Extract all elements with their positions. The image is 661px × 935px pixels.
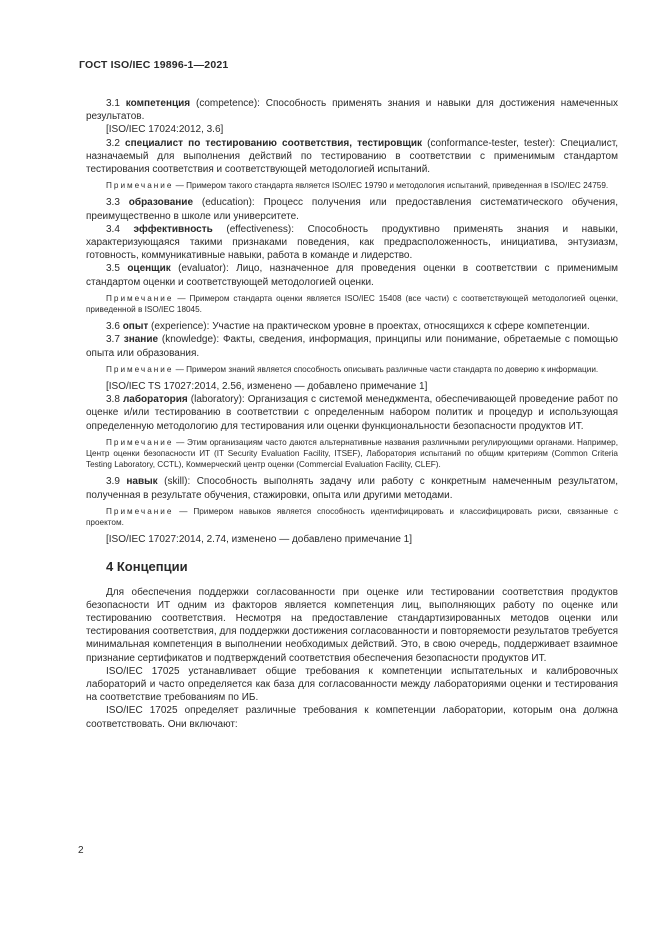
term-entry: 3.8 лаборатория (laboratory): Организация с системой менеджмента, обеспечивающей проведение работ по оценке и/или тестированию в соответствии с определенным набором политик и процедур и использующая определенную методологию для тестирования или оценки функциональности безопасности продуктов ИТ.: [86, 394, 618, 432]
term-note: Примечание — Примером такого стандарта является ISO/IEC 19790 и методология испытаний, приведенная в ISO/IEC 24759.: [106, 181, 609, 191]
term-entry: 3.6 опыт (experience): Участие на практическом уровне в проектах, относящихся к сфере компетенции.: [106, 321, 590, 333]
term-entry: 3.7 знание (knowledge): Факты, сведения, информация, принципы или понимание, обретаемые с помощью опыта или образования.: [86, 334, 618, 359]
term-note: Примечание — Примером знаний является способность описывать различные части стандарта по доверию к информации.: [106, 364, 599, 374]
term-entry: 3.9 навык (skill): Способность выполнять задачу или работу с конкретным намеченным результатом, полученная в результате обучения, стажировки, опыта или другими методами.: [86, 476, 618, 501]
term-reference: [ISO/IEC 17024:2012, 3.6]: [106, 124, 224, 136]
section-paragraph: ISO/IEC 17025 устанавливает общие требования к компетенции испытательных и калибровочных лабораторий и часто определяется как база для согласованности между лабораториями оценки и тестирования на соответствие требованиям по ИБ.: [86, 665, 618, 704]
page-number: 2: [78, 845, 84, 856]
term-reference: [ISO/IEC TS 17027:2014, 2.56, изменено — добавлено примечание 1]: [106, 381, 428, 393]
document-header: ГОСТ ISO/IEC 19896-1—2021: [79, 59, 229, 71]
term-entry: 3.1 компетенция (competence): Способность применять знания и навыки для достижения намеченных результатов.: [86, 98, 619, 123]
term-reference: [ISO/IEC 17027:2014, 2.74, изменено — добавлено примечание 1]: [106, 534, 412, 546]
term-note: Примечание — Примером стандарта оценки является ISO/IEC 15408 (все части) с соответствующей методологией оценки, приведенной в ISO/IEC 18045.: [86, 293, 618, 315]
section-paragraph: Для обеспечения поддержки согласованности при оценке или тестировании соответствия продуктов безопасности ИТ одним из факторов является компетенция лиц, выполняющих работу по оценке или тестированию соответствия. Несмотря на предоставление стандартизированных методов оценки или тестирования соответствия, для поддержки достижения согласованности и повторяемости результатов требуется минимальная компетенция в выполнении необходимых действий. Это, в свою очередь, поддерживает взаимное признание сертификатов и подтверждений соответствия обеспечения безопасности продуктов ИТ.: [86, 586, 618, 664]
term-note: Примечание — Этим организациям часто даются альтернативные названия различными регулирующими органами. Например, Центр оценки безопасности ИТ (IT Security Evaluation Facility, ITSEF), Лаборатория испытаний по общим критериям (Common Criteria Testing Laboratory, CCTL), Коммерческий центр оценки (Commercial Evaluation Facility, CLEF).: [86, 437, 618, 470]
term-entry: 3.5 оценщик (evaluator): Лицо, назначенное для проведения оценки в соответствии с применимым стандартом оценки и соответствующей методологией оценки.: [86, 263, 619, 288]
term-note: Примечание — Примером навыков является способность идентифицировать и классифицировать риски, связанные с проектом.: [86, 506, 618, 528]
section-heading: 4 Концепции: [106, 558, 188, 574]
section-paragraph: ISO/IEC 17025 определяет различные требования к компетенции лаборатории, которым она должна соответствовать. Они включают:: [86, 705, 618, 730]
term-entry: 3.3 образование (education): Процесс получения или предоставления систематического обучения, преимущественно в школе или университете.: [86, 197, 618, 222]
term-entry: 3.2 специалист по тестированию соответствия, тестировщик (conformance-tester, tester): Специалист, назначаемый для выполнения действий по тестированию в соответствии с применимым стандартом тестирования соответствия и соответствующей методологией испытаний.: [86, 137, 619, 176]
term-entry: 3.4 эффективность (effectiveness): Способность продуктивно применять знания и навыки, характеризующаяся такими признаками поведения, как предрасположенность, инициатива, энтузиазм, готовность, коммуникативные навыки, работа в команде и лидерство.: [86, 223, 619, 262]
document-body: [86, 97, 618, 731]
